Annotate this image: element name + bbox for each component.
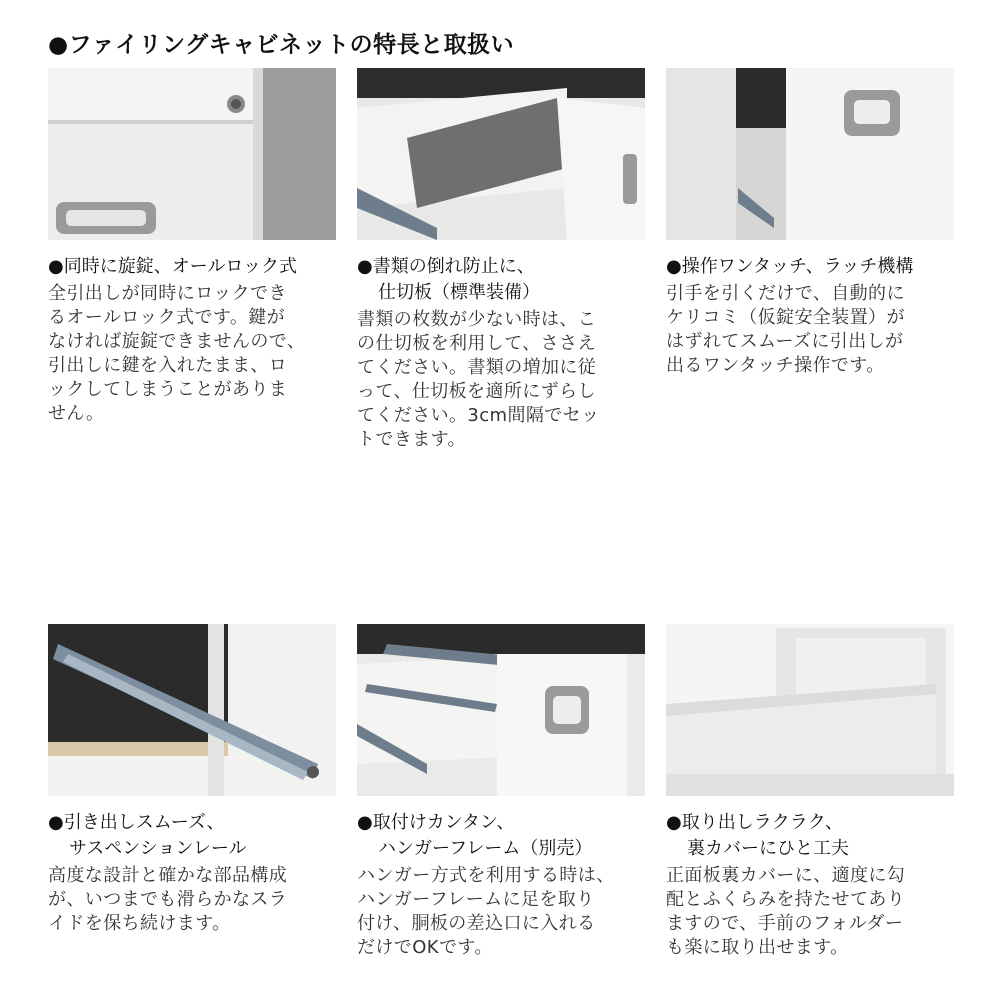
feature-heading-line1: ●取り出しラクラク、	[666, 812, 843, 833]
feature-heading-line1: ●引き出しスムーズ、	[48, 812, 225, 833]
feature-heading-line2: 仕切板（標準装備）	[378, 282, 540, 303]
feature-heading-line2: 裏カバーにひと工夫	[687, 838, 849, 859]
feature-card-suspension	[48, 624, 338, 936]
feature-heading	[48, 810, 338, 862]
feature-heading	[666, 810, 956, 862]
feature-heading-line1: ●操作ワンタッチ、ラッチ機構	[666, 256, 914, 277]
feature-description: 正面板裏カバーに、適度に勾 配とふくらみを持たせてあり ますので、手前のフォルダー も楽に取り出せます。	[666, 865, 906, 958]
feature-heading	[666, 254, 956, 280]
feature-card-all-lock	[48, 68, 338, 426]
feature-card-back-cover	[666, 624, 956, 960]
feature-description: 引手を引くだけで、自動的に ケリコミ（仮錠安全装置）が はずれてスムーズに引出しが 出るワンタッチ操作です。	[666, 283, 905, 376]
feature-heading-line1: ●同時に旋錠、オールロック式	[48, 256, 297, 277]
photo-suspension-rail	[48, 624, 336, 796]
feature-heading	[357, 810, 647, 862]
feature-description: 高度な設計と確かな部品構成 が、いつまでも滑らかなスラ イドを保ち続けます。	[48, 865, 288, 934]
photo-front-panel-back-cover	[666, 624, 954, 796]
photo-hanger-frame	[357, 624, 645, 796]
feature-card-latch	[666, 68, 956, 378]
feature-description: 全引出しが同時にロックでき るオールロック式です。鍵が なければ旋錠できませんので、 引出しに鍵を入れたまま、ロ ックしてしまうことがありま せん。	[48, 283, 306, 424]
photo-drawer-divider	[357, 68, 645, 240]
feature-description: 書類の枚数が少ない時は、こ の仕切板を利用して、ささえ てください。書類の増加に従 って、仕切板を適所にずらし てください。3cm間隔でセッ トできます。	[357, 309, 600, 450]
page-title: ●ファイリングキャビネットの特長と取扱い	[48, 32, 515, 58]
feature-heading-line2: サスペンションレール	[69, 838, 247, 859]
feature-heading-line1: ●取付けカンタン、	[357, 812, 515, 833]
feature-heading-line1: ●書類の倒れ防止に、	[357, 256, 535, 277]
photo-drawer-handle-latch	[666, 68, 954, 240]
feature-heading	[48, 254, 338, 280]
photo-lock-cylinder	[48, 68, 336, 240]
feature-description: ハンガー方式を利用する時は、 ハンガーフレームに足を取り 付け、胴板の差込口に入れる だけでOKです。	[357, 865, 615, 958]
feature-card-hanger-frame	[357, 624, 647, 960]
feature-heading	[357, 254, 647, 306]
feature-card-divider	[357, 68, 647, 452]
feature-heading-line2: ハンガーフレーム（別売）	[378, 838, 593, 859]
